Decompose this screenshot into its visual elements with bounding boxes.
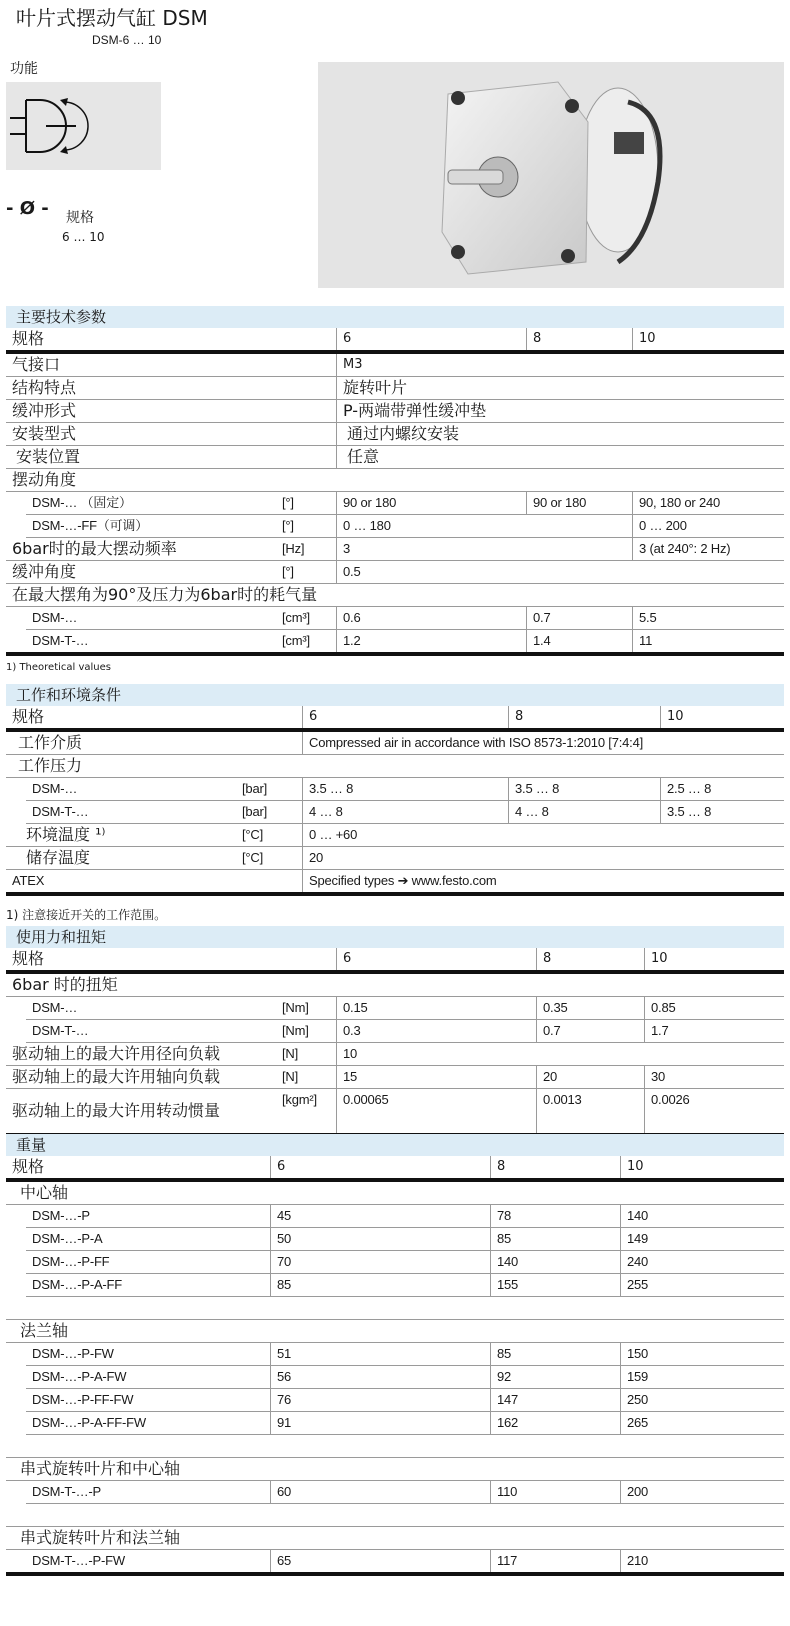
table-row xyxy=(26,1274,784,1297)
row-value: 147 xyxy=(490,1389,620,1411)
row-label: DSM-…-P xyxy=(32,1208,90,1223)
tech-footnote: 1) Theoretical values xyxy=(6,662,112,673)
table-row xyxy=(6,400,784,423)
table-row xyxy=(6,584,784,607)
row-value: 140 xyxy=(620,1205,784,1227)
row-value: 0.0026 xyxy=(644,1089,784,1133)
table-row xyxy=(26,1205,784,1228)
size-label: 规格 xyxy=(12,329,45,348)
row-value: 56 xyxy=(270,1366,490,1388)
spec-range: 6 … 10 xyxy=(62,230,105,244)
row-spacer xyxy=(6,1435,784,1458)
row-value: 76 xyxy=(270,1389,490,1411)
row-value: 0.85 xyxy=(644,997,784,1019)
size-10: 10 xyxy=(660,706,784,728)
table-row xyxy=(6,377,784,400)
page-subtitle: DSM-6 … 10 xyxy=(92,33,162,47)
table-row xyxy=(6,1089,784,1133)
row-label: DSM-…-P-A xyxy=(32,1231,103,1246)
weight-group-label: 串式旋转叶片和中心轴 xyxy=(6,1458,784,1481)
table-row xyxy=(26,1020,784,1043)
row-label: 驱动轴上的最大许用轴向负载 xyxy=(12,1067,221,1086)
row-label: 结构特点 xyxy=(12,378,77,397)
table-row xyxy=(26,1251,784,1274)
row-label: DSM-…-P-FF xyxy=(32,1254,110,1269)
size-10: 10 xyxy=(644,948,784,970)
forces-title: 使用力和扭矩 xyxy=(6,926,784,948)
table-end-rule xyxy=(6,652,784,656)
table-row xyxy=(26,492,784,515)
row-value: 旋转叶片 xyxy=(336,377,784,399)
product-photo xyxy=(318,62,784,288)
row-label: DSM-T-…-P xyxy=(32,1484,101,1499)
table-row xyxy=(26,1481,784,1504)
function-label: 功能 xyxy=(10,61,38,77)
row-value: 0.3 xyxy=(336,1020,536,1042)
row-label: DSM-… （固定） xyxy=(32,495,132,510)
row-value: 3 (at 240°: 2 Hz) xyxy=(632,538,784,560)
row-value: 0.0013 xyxy=(536,1089,644,1133)
page-title: 叶片式摆动气缸 DSM xyxy=(16,6,208,30)
row-value: 240 xyxy=(620,1251,784,1273)
row-label: 工作介质 xyxy=(18,733,83,752)
row-value: 0.7 xyxy=(526,607,632,629)
table-row xyxy=(6,847,784,870)
row-value: 11 xyxy=(632,630,784,652)
row-label: DSM-…-FF（可调） xyxy=(32,518,149,533)
row-label: 在最大摆角为90°及压力为6bar时的耗气量 xyxy=(12,585,318,604)
row-label: DSM-T-… xyxy=(32,633,89,648)
row-value: P-两端带弹性缓冲垫 xyxy=(336,400,784,422)
row-value: 117 xyxy=(490,1550,620,1572)
table-row xyxy=(6,755,784,778)
table-row xyxy=(6,870,784,892)
size-label: 规格 xyxy=(12,707,45,726)
row-value: 0.00065 xyxy=(336,1089,536,1133)
row-value: 90, 180 or 240 xyxy=(632,492,784,514)
row-unit: [cm³] xyxy=(282,633,310,648)
row-value: 200 xyxy=(620,1481,784,1503)
table-end-rule xyxy=(6,1572,784,1576)
row-unit: [N] xyxy=(282,1069,299,1084)
row-value: 265 xyxy=(620,1412,784,1434)
row-value: 20 xyxy=(536,1066,644,1088)
row-unit: [°C] xyxy=(242,827,264,842)
row-value: 50 xyxy=(270,1228,490,1250)
row-value: 15 xyxy=(336,1066,536,1088)
row-unit: [°] xyxy=(282,564,294,579)
row-label: 6bar时的最大摆动频率 xyxy=(12,539,177,558)
row-unit: [bar] xyxy=(242,804,268,819)
row-label: DSM-…-P-A-FW xyxy=(32,1369,127,1384)
table-row xyxy=(26,1228,784,1251)
row-unit: [Hz] xyxy=(282,541,305,556)
weight-group-label: 中心轴 xyxy=(6,1182,784,1205)
table-row xyxy=(26,778,784,801)
size-symbol-icon: - Ø - xyxy=(6,198,49,219)
row-value: 1.2 xyxy=(336,630,526,652)
env-table xyxy=(6,684,784,896)
size-10: 10 xyxy=(620,1156,784,1178)
row-label: DSM-…-P-FF-FW xyxy=(32,1392,134,1407)
row-value: 159 xyxy=(620,1366,784,1388)
row-value: 3.5 … 8 xyxy=(302,778,508,800)
row-value: 1.4 xyxy=(526,630,632,652)
table-row xyxy=(26,1366,784,1389)
size-8: 8 xyxy=(490,1156,620,1178)
row-value: 150 xyxy=(620,1343,784,1365)
row-value: 5.5 xyxy=(632,607,784,629)
row-unit: [°C] xyxy=(242,850,264,865)
table-row xyxy=(26,997,784,1020)
tech-title: 主要技术参数 xyxy=(6,306,784,328)
row-value: 4 … 8 xyxy=(508,801,660,823)
row-value: 51 xyxy=(270,1343,490,1365)
row-label: 驱动轴上的最大许用转动惯量 xyxy=(12,1101,221,1120)
weight-header xyxy=(6,1156,784,1182)
swivel-cylinder-symbol-icon xyxy=(6,82,161,170)
row-label: 缓冲角度 xyxy=(12,562,77,581)
row-value: 250 xyxy=(620,1389,784,1411)
weight-group-label: 法兰轴 xyxy=(6,1320,784,1343)
row-label: 缓冲形式 xyxy=(12,401,77,420)
table-row xyxy=(26,1550,784,1572)
row-label: 安装位置 xyxy=(16,447,81,466)
table-row xyxy=(6,538,784,561)
env-header xyxy=(6,706,784,732)
product-image xyxy=(318,62,784,288)
table-row xyxy=(26,630,784,652)
row-unit: [cm³] xyxy=(282,610,310,625)
table-row xyxy=(6,469,784,492)
row-label: 工作压力 xyxy=(18,756,83,775)
weight-table xyxy=(6,1134,784,1576)
row-value: 1.7 xyxy=(644,1020,784,1042)
row-label: DSM-…-P-A-FF-FW xyxy=(32,1415,146,1430)
row-label: 气接口 xyxy=(12,355,61,374)
row-unit: [Nm] xyxy=(282,1023,309,1038)
row-value: 90 or 180 xyxy=(336,492,526,514)
weight-group-label: 串式旋转叶片和法兰轴 xyxy=(6,1527,784,1550)
table-row xyxy=(26,801,784,824)
row-value: Compressed air in accordance with ISO 8573-1:2010 [7:4:4] xyxy=(302,732,784,754)
row-value: 3 xyxy=(336,538,632,560)
table-row xyxy=(6,561,784,584)
row-value: 90 or 180 xyxy=(526,492,632,514)
row-value: 162 xyxy=(490,1412,620,1434)
row-value: 3.5 … 8 xyxy=(660,801,784,823)
row-value: 110 xyxy=(490,1481,620,1503)
row-value: 91 xyxy=(270,1412,490,1434)
row-spacer xyxy=(6,1297,784,1320)
row-label: ATEX xyxy=(12,873,45,888)
row-label: 6bar 时的扭矩 xyxy=(12,975,118,994)
size-10: 10 xyxy=(632,328,784,350)
row-value: 149 xyxy=(620,1228,784,1250)
row-value: 任意 xyxy=(336,446,784,468)
row-value: 0 … 180 xyxy=(336,515,632,537)
table-row xyxy=(6,1066,784,1089)
spec-label: 规格 xyxy=(66,210,94,226)
size-6: 6 xyxy=(336,328,526,350)
row-label: 驱动轴上的最大许用径向负载 xyxy=(12,1044,221,1063)
row-label: DSM-… xyxy=(32,781,78,796)
row-value: 78 xyxy=(490,1205,620,1227)
row-label: DSM-T-…-P-FW xyxy=(32,1553,125,1568)
row-value: 0.7 xyxy=(536,1020,644,1042)
size-6: 6 xyxy=(302,706,508,728)
table-row xyxy=(26,607,784,630)
row-label: DSM-T-… xyxy=(32,1023,89,1038)
row-label: DSM-T-… xyxy=(32,804,89,819)
env-title: 工作和环境条件 xyxy=(6,684,784,706)
row-value: 10 xyxy=(336,1043,784,1065)
size-8: 8 xyxy=(526,328,632,350)
row-value: 140 xyxy=(490,1251,620,1273)
row-label: DSM-…-P-A-FF xyxy=(32,1277,123,1292)
size-8: 8 xyxy=(508,706,660,728)
row-value: 0.6 xyxy=(336,607,526,629)
row-spacer xyxy=(6,1504,784,1527)
function-symbol xyxy=(6,82,161,170)
row-value: 60 xyxy=(270,1481,490,1503)
table-row xyxy=(6,423,784,446)
row-value: 2.5 … 8 xyxy=(660,778,784,800)
row-value: 0.35 xyxy=(536,997,644,1019)
row-value: 0.15 xyxy=(336,997,536,1019)
forces-table xyxy=(6,926,784,1137)
row-label: 环境温度 ¹⁾ xyxy=(26,825,106,844)
row-value: 85 xyxy=(490,1228,620,1250)
table-row xyxy=(26,1343,784,1366)
weight-title: 重量 xyxy=(6,1134,784,1156)
row-label: 安装型式 xyxy=(12,424,77,443)
row-value: 3.5 … 8 xyxy=(508,778,660,800)
row-value: 30 xyxy=(644,1066,784,1088)
row-label: 储存温度 xyxy=(26,848,91,867)
row-unit: [bar] xyxy=(242,781,268,796)
row-value: 155 xyxy=(490,1274,620,1296)
row-value: 0.5 xyxy=(336,561,784,583)
size-6: 6 xyxy=(336,948,536,970)
row-value: 255 xyxy=(620,1274,784,1296)
tech-header xyxy=(6,328,784,354)
row-label: DSM-… xyxy=(32,1000,78,1015)
row-value: 4 … 8 xyxy=(302,801,508,823)
table-row xyxy=(26,1389,784,1412)
row-value: 85 xyxy=(490,1343,620,1365)
row-label: DSM-… xyxy=(32,610,78,625)
table-row xyxy=(6,354,784,377)
size-label: 规格 xyxy=(12,949,45,968)
table-row xyxy=(6,446,784,469)
row-unit: [Nm] xyxy=(282,1000,309,1015)
row-value: 0 … +60 xyxy=(302,824,784,846)
row-value: 通过内螺纹安装 xyxy=(336,423,784,445)
row-value: 85 xyxy=(270,1274,490,1296)
row-value: 92 xyxy=(490,1366,620,1388)
row-unit: [°] xyxy=(282,495,294,510)
table-row xyxy=(6,974,784,997)
table-row xyxy=(26,515,784,538)
row-value: 45 xyxy=(270,1205,490,1227)
table-row xyxy=(6,732,784,755)
row-value: M3 xyxy=(336,354,784,376)
row-value: 0 … 200 xyxy=(632,515,784,537)
row-unit: [N] xyxy=(282,1046,299,1061)
row-value: 20 xyxy=(302,847,784,869)
env-footnote: 1) 注意接近开关的工作范围。 xyxy=(6,908,167,922)
row-value: 210 xyxy=(620,1550,784,1572)
row-unit: [kgm²] xyxy=(282,1092,317,1107)
row-label: 摆动角度 xyxy=(12,470,77,489)
row-label: DSM-…-P-FW xyxy=(32,1346,114,1361)
row-unit: [°] xyxy=(282,518,294,533)
row-value: 65 xyxy=(270,1550,490,1572)
table-row xyxy=(6,1043,784,1066)
size-label: 规格 xyxy=(12,1157,45,1176)
atex-link[interactable]: Specified types ➔ www.festo.com xyxy=(302,870,784,892)
table-row xyxy=(26,1412,784,1435)
tech-table xyxy=(6,306,784,656)
table-end-rule xyxy=(6,892,784,896)
table-row xyxy=(6,824,784,847)
forces-header xyxy=(6,948,784,974)
size-6: 6 xyxy=(270,1156,490,1178)
row-value: 70 xyxy=(270,1251,490,1273)
size-8: 8 xyxy=(536,948,644,970)
